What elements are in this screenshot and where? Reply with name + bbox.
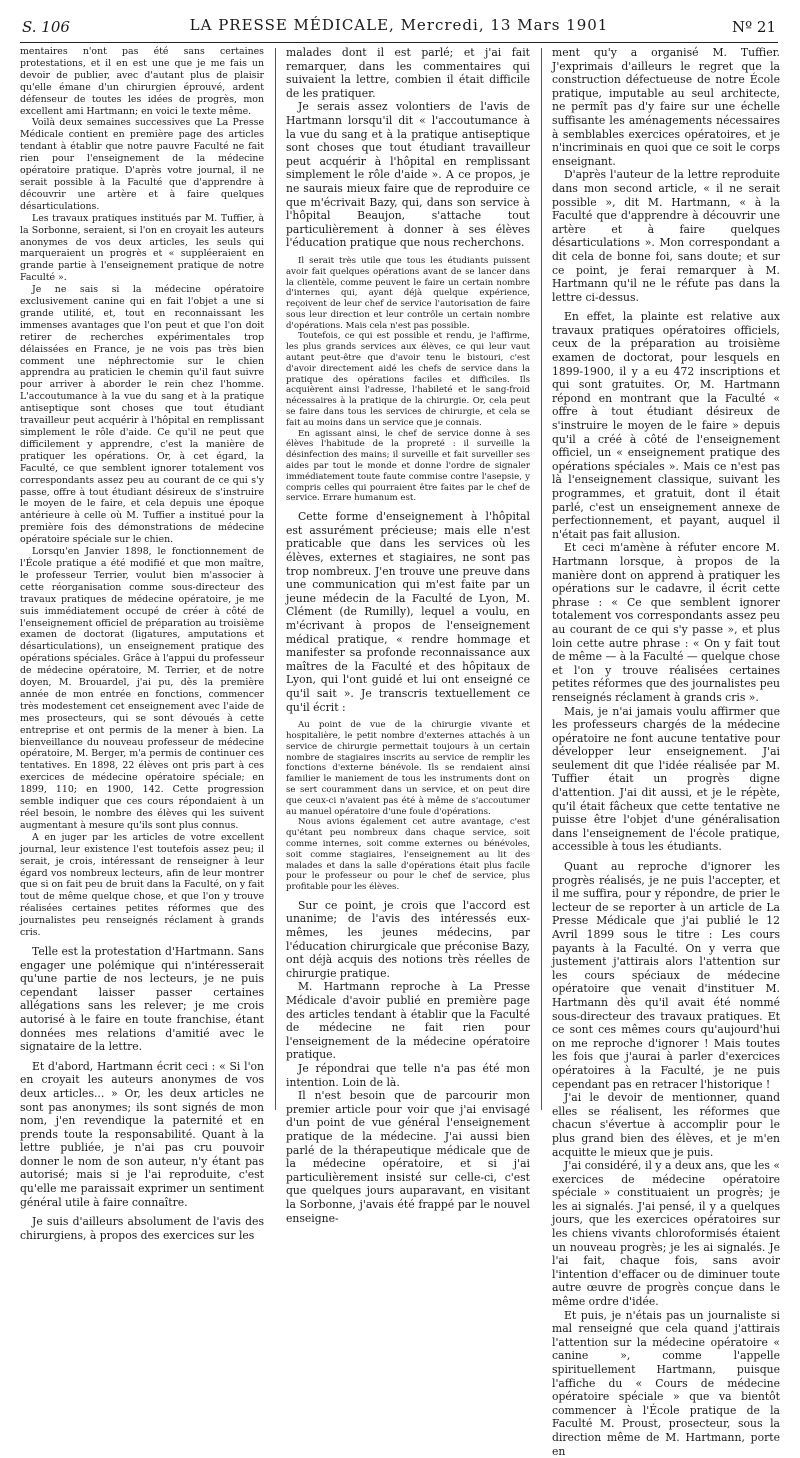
column-1 bbox=[20, 46, 264, 1242]
paragraph: Et puis, je n'étais pas un journaliste si mal renseigné que cela quand j'attirais l'attention sur la médecine opératoire « canine », comme l'appelle spirituellement Hartmann, puisque l'affiche du « Cours de médecine opératoire spéciale » que va bientôt commencer à l'École pratique de la Faculté M. Proust, prosecteur, sous la direction même de M. Hartmann, porte en bbox=[552, 1308, 780, 1458]
letter-paragraph: Lorsqu'en Janvier 1898, le fonctionnement de l'École pratique a été modifié et que mon maître, le professeur Terrier, voulut bien m'associer à cette réorganisation comme sous-directeur des travaux pratiques de médecine opératoire, je me suis immédiatement occupé de créer à côté de l'enseignement officiel de préparation au troisième examen de doctorat (ligatures, amputations et désarticulations), un enseignement pratique des opérations spéciales. Grâce à l'appui du professeur de médecine opératoire, M. Terrier, et de notre doyen, M. Brouardel, j'ai pu, dès la première année de mon entrée en fonctions, commencer très modestement cet enseignement avec l'aide de mes prosecteurs, qui se sont dévoués à cette entreprise et ont permis de la mener à bien. La bienveillance du nouveau professeur de médecine opératoire, M. Berger, m'a permis de continuer ces tentatives. En 1898, 22 élèves ont pris part à ces exercices de médecine opératoire spéciale; en 1899, 110; en 1900, 142. Cette progression semble indiquer que ces cours répondaient à un réel besoin, le nombre des élèves qui les suivent augmentant à mesure qu'ils sont plus connus. bbox=[20, 546, 264, 831]
quote-paragraph: Nous avions également cet autre avantage, c'est qu'étant peu nombreux dans chaque service, soit comme internes, soit comme externes ou bénévoles, soit comme stagiaires, l'enseignement au lit des malades et dans la salle d'opérations était plus facile pour le professeur ou pour le chef de service, plus profitable pour les élèves. bbox=[286, 817, 530, 893]
article-columns bbox=[20, 46, 780, 1458]
paragraph: Cette forme d'enseignement à l'hôpital est assurément précieuse; mais elle n'est praticable que dans les services où les élèves, externes et stagiaires, ne sont pas trop nombreux. J'en trouve une preuve dans une communication qui m'est faite par un jeune médecin de la Faculté de Lyon, M. Clément (de Rumilly), lequel a voulu, en m'écrivant à propos de l'enseignement médical pratique, « rendre hommage et manifester sa profonde reconnaissance aux maîtres de la Faculté et des hôpitaux de Lyon, qui l'ont guidé et lui ont enseigné ce qu'il sait ». Je transcris textuellement ce qu'il écrit : bbox=[286, 510, 530, 714]
paragraph: Je suis d'ailleurs absolument de l'avis des chirurgiens, à propos des exercices sur les bbox=[20, 1215, 264, 1242]
paragraph: Je répondrai que telle n'a pas été mon intention. Loin de là. bbox=[286, 1062, 530, 1089]
quote-paragraph: Au point de vue de la chirurgie vivante et hospitalière, le petit nombre d'externes attachés à un service de chirurgie permettait toujours à un certain nombre de stagiaires inscrits au service de remplir les fonctions d'externe bénévole. Ils se rendaient ainsi familier le maniement de tous les instruments dont on se sert couramment dans un service, et on peut dire que ceux-ci n'avaient pas été à même de s'accoutumer au manuel opératoire d'une foule d'opérations. bbox=[286, 720, 530, 817]
page-number: S. 106 bbox=[22, 18, 70, 36]
page-header bbox=[20, 6, 778, 43]
column-rule bbox=[541, 48, 542, 1110]
paragraph: Il n'est besoin que de parcourir mon premier article pour voir que j'ai envisagé d'un point de vue général l'enseignement pratique de la médecine. J'ai aussi bien parlé de la thérapeutique médicale que de la médecine opératoire, et si j'ai particulièrement insisté sur celle-ci, c'est que quelques jours auparavant, en visitant la Sorbonne, j'avais été frappé par le nouvel enseigne- bbox=[286, 1089, 530, 1225]
paragraph: Telle est la protestation d'Hartmann. Sans engager une polémique qui n'intéresserait qu'une partie de nos lecteurs, je ne puis cependant laisser passer certaines allégations sans les relever; je me crois autorisé à le faire en toute franchise, étant données mes relations d'amitié avec le signataire de la lettre. bbox=[20, 944, 264, 1054]
column-3 bbox=[552, 46, 780, 1458]
paragraph: Mais, je n'ai jamais voulu affirmer que les professeurs chargés de la médecine opératoire ne font aucune tentative pour développer leur enseignement. J'ai seulement dit que l'idée réalisée par M. Tuffier était un progrès digne d'attention. J'ai dit aussi, et je le répète, qu'il était fâcheux que cette tentative ne puisse être l'objet d'une généralisation dans l'enseignement de l'école pratique, accessible à tous les étudiants. bbox=[552, 704, 780, 854]
letter-paragraph: Voilà deux semaines successives que La Presse Médicale contient en première page des articles tendant à établir que notre pauvre Faculté ne fait rien pour l'enseignement de la médecine opératoire pratique. D'après votre journal, il ne serait possible à la Faculté que d'apprendre à découvrir une artère et à faire quelques désarticulations. bbox=[20, 117, 264, 212]
paragraph: Et d'abord, Hartmann écrit ceci : « Si l'on en croyait les auteurs anonymes de vos deux articles... » Or, les deux articles ne sont pas anonymes; ils sont signés de mon nom, j'en revendique la paternité et en prends toute la responsabilité. Quant à la lettre publiée, je n'ai pas cru pouvoir donner le nom de son auteur, n'y étant pas autorisé; mais si je l'ai reproduite, c'est qu'elle me paraissait exprimer un sentiment général utile à faire connaître. bbox=[20, 1059, 264, 1209]
column-2 bbox=[286, 46, 530, 1225]
quote-paragraph: Toutefois, ce qui est possible et rendu, je l'affirme, les plus grands services aux élèves, ce qui leur vaut autant peut-être que d'avoir tenu le bistouri, c'est d'avoir directement aidé les chefs de service dans la pratique des opérations faciles et difficiles. Ils acquièrent ainsi l'adresse, l'habileté et le sang-froid nécessaires à la pratique de la chirurgie. Or, cela peut se faire dans tous les services de chirurgie, et cela se fait au moins dans un service que je connais. bbox=[286, 331, 530, 428]
paragraph: malades dont il est parlé; et j'ai fait remarquer, dans les commentaires qui suivaient la lettre, combien il était difficile de les pratiquer. bbox=[286, 46, 530, 100]
paragraph: mentaires n'ont pas été sans certaines protestations, et il en est une que je me fais un devoir de publier, avec d'autant plus de plaisir qu'elle émane d'un chirurgien éprouvé, ardent défenseur de toutes les idées de progrès, mon excellent ami Hartmann; en voici le texte même. bbox=[20, 46, 264, 117]
paragraph: M. Hartmann reproche à La Presse Médicale d'avoir publié en première page des articles tendant à établir que la Faculté de médecine ne fait rien pour l'enseignement de la médecine opératoire pratique. bbox=[286, 980, 530, 1062]
letter-paragraph: A en juger par les articles de votre excellent journal, leur existence l'est toutefois assez peu; il serait, je crois, intéressant de renseigner à leur égard vos nombreux lecteurs, afin de leur montrer que si on fait peu de bruit dans la Faculté, on y fait tout de même quelque chose, et que l'on y trouve réalisées certaines petites réformes que des journalistes peu renseignés réclament à grands cris. bbox=[20, 831, 264, 939]
quote-paragraph: Il serait très utile que tous les étudiants puissent avoir fait quelques opérations avant de se lancer dans la clientèle, comme peuvent le faire un certain nombre d'internes qui, ayant déjà quelque expérience, reçoivent de leur chef de service l'autorisation de faire sous leur direction et leur contrôle un certain nombre d'opérations. Mais cela n'est pas possible. bbox=[286, 255, 530, 331]
paragraph: J'ai le devoir de mentionner, quand elles se réalisent, les réformes que chacun s'évertue à accomplir pour le plus grand bien des élèves, et je m'en acquitte le mieux que je puis. bbox=[552, 1091, 780, 1159]
paragraph: Sur ce point, je crois que l'accord est unanime; de l'avis des intéressés eux-mêmes, les jeunes médecins, par l'éducation chirurgicale que préconise Bazy, ont déjà acquis des notions très réelles de chirurgie pratique. bbox=[286, 898, 530, 980]
paragraph: Je serais assez volontiers de l'avis de Hartmann lorsqu'il dit « l'accoutumance à la vue du sang et à la pratique antiseptique sont choses que tout étudiant travailleur peut acquérir à l'hôpital en remplissant simplement le rôle d'aide ». A ce propos, je ne saurais mieux faire que de reproduire ce que m'écrivait Bazy, qui, dans son service à l'hôpital Beaujon, s'attache tout particulièrement à donner à ses élèves l'éducation pratique que nous recherchons. bbox=[286, 100, 530, 250]
quote-paragraph: En agissant ainsi, le chef de service donne à ses élèves l'habitude de la propreté : il surveille la désinfection des mains; il surveille et fait surveiller ses aides par tout le monde et donne l'ordre de signaler immédiatement toute faute commise contre l'asepsie, y compris celles qui pourraient être faites par le chef de service. Errare humanum est. bbox=[286, 428, 530, 504]
column-rule bbox=[275, 48, 276, 1110]
paragraph: Et ceci m'amène à réfuter encore M. Hartmann lorsque, à propos de la manière dont on apprend à pratiquer les opérations sur le cadavre, il écrit cette phrase : « Ce que semblent ignorer totalement vos correspondants assez peu au courant de ce qui s'y passe », et plus loin cette autre phrase : « On y fait tout de même — à la Faculté — quelque chose et l'on y trouve réalisées certaines petites réformes que des journalistes peu renseignés réclament à grands cris ». bbox=[552, 541, 780, 704]
paragraph: J'ai considéré, il y a deux ans, que les « exercices de médecine opératoire spéciale » constituaient un progrès; je les ai signalés. J'ai pensé, il y a quelques jours, que les exercices opératoires sur les chiens vivants chloroformisés étaient un nouveau progrès; je les ai signalés. Je l'ai fait, chaque fois, sans avoir l'intention d'effacer ou de diminuer toute autre œuvre de progrès conçue dans le même ordre d'idée. bbox=[552, 1159, 780, 1309]
paragraph: Quant au reproche d'ignorer les progrès réalisés, je ne puis l'accepter, et il me suffira, pour y répondre, de prier le lecteur de se reporter à un article de La Presse Médicale que j'ai publié le 12 Avril 1899 sous le titre : Les cours payants à la Faculté. On y verra que justement j'attirais alors l'attention sur les cours spéciaux de médecine opératoire que venait d'instituer M. Hartmann dès qu'il avait été nommé sous-directeur des travaux pratiques. Et ce sont ces mêmes cours qu'aujourd'hui on me reproche d'ignorer ! Mais toutes les fois que j'aurai à parler d'exercices opératoires à la Faculté, je ne puis cependant pas en retracer l'historique ! bbox=[552, 860, 780, 1091]
paragraph: En effet, la plainte est relative aux travaux pratiques opératoires officiels, ceux de la préparation au troisième examen de doctorat, pour lesquels en 1899-1900, il y a eu 472 inscriptions et qui sont gratuites. Or, M. Hartmann répond en montrant que la Faculté « offre à tout étudiant désireux de s'instruire le moyen de le faire » depuis qu'il a créé à côté de l'enseignement officiel, un « enseignement pratique des opérations spéciales ». Mais ce n'est pas là l'enseignement classique, suivant les programmes, et gratuit, dont il était parlé, c'est un enseignement annexe de perfectionnement, et payant, auquel il n'était pas fait allusion. bbox=[552, 310, 780, 541]
issue-number: Nº 21 bbox=[731, 18, 776, 36]
letter-paragraph: Je ne sais si la médecine opératoire exclusivement canine qui en fait l'objet a une si grande utilité, et, tout en reconnaissant les immenses avantages que l'on peut et que l'on doit retirer de recherches expérimentales trop délaissées en France, je ne vois pas très bien comment une néphrectomie sur le chien apprendra au praticien le chemin qu'il faut suivre pour arriver à aborder le rein chez l'homme. L'accoutumance à la vue du sang et à la pratique antiseptique sont choses que tout étudiant travailleur peut acquérir à l'hôpital en remplissant simplement le rôle d'aide. Ce qu'il ne peut que difficilement y apprendre, c'est la manière de pratiquer les opérations. Or, à cet égard, la Faculté, ce que semblent ignorer totalement vos correspondants assez peu au courant de ce qui s'y passe, offre à tout étudiant désireux de s'instruire le moyen de le faire, et cela depuis une époque antérieure à celle où M. Tuffier a institué pour la première fois des démonstrations de médecine opératoire spéciale sur le chien. bbox=[20, 284, 264, 546]
letter-paragraph: Les travaux pratiques institués par M. Tuffier, à la Sorbonne, seraient, si l'on en croyait les auteurs anonymes de vos deux articles, les seuls qui marqueraient un progrès et « suppléeraient en grande partie à l'enseignement pratique de notre Faculté ». bbox=[20, 212, 264, 284]
paragraph: ment qu'y a organisé M. Tuffier. J'exprimais d'ailleurs le regret que la construction défectueuse de notre École pratique, imputable au seul architecte, ne permît pas d'y faire sur une échelle suffisante les aménagements nécessaires à semblables exercices opératoires, et je n'incriminais en quoi que ce soit le corps enseignant. bbox=[552, 46, 780, 168]
paragraph: D'après l'auteur de la lettre reproduite dans mon second article, « il ne serait possible », dit M. Hartmann, « à la Faculté que d'apprendre à découvrir une artère et à faire quelques désarticulations ». Mon correspondant a dit cela de bonne foi, sans doute; et sur ce point, je ferai remarquer à M. Hartmann qu'il ne le réfute pas dans la lettre ci-dessus. bbox=[552, 168, 780, 304]
journal-title: LA PRESSE MÉDICALE, Mercredi, 13 Mars 1901 bbox=[189, 16, 609, 34]
